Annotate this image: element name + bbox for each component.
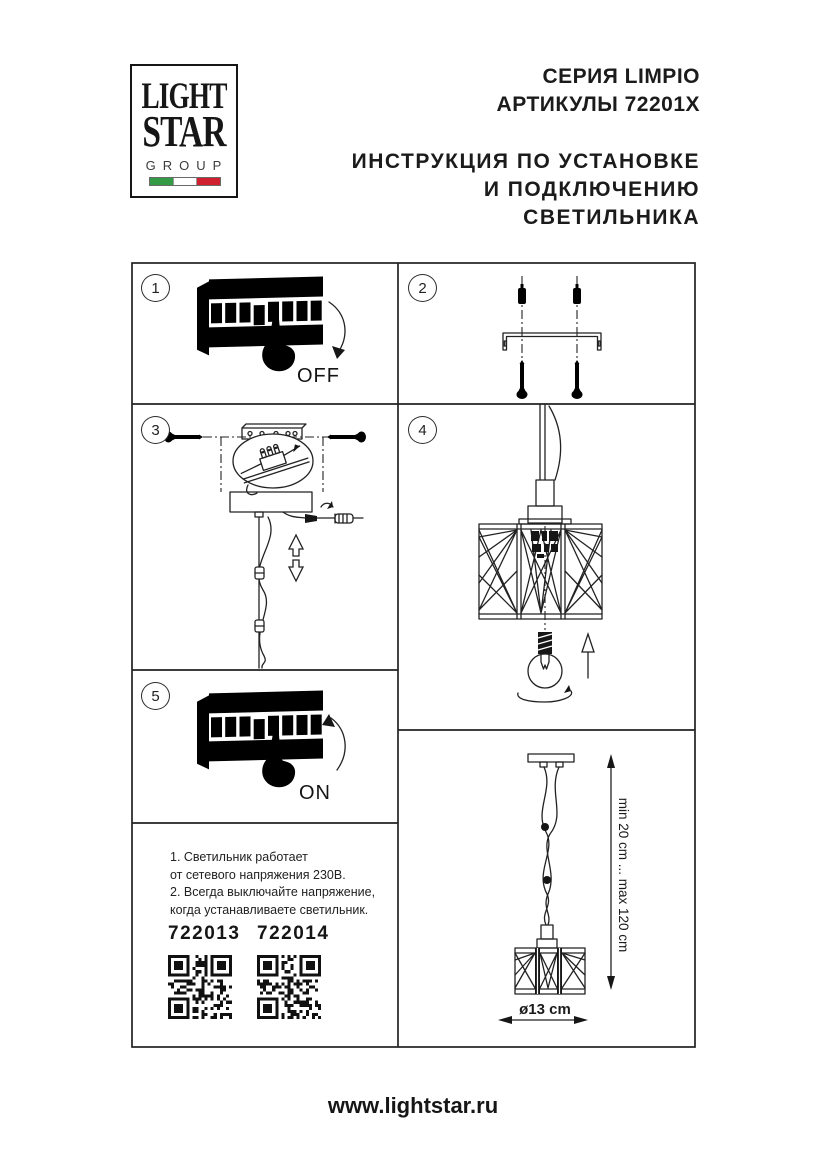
steps-grid — [131, 262, 696, 1048]
product-code-1: 722013 — [168, 923, 241, 944]
logo-star-text: STAR — [142, 107, 226, 157]
step-4-number: 4 — [408, 416, 437, 444]
step-2-number: 2 — [408, 274, 437, 302]
notes-panel — [131, 823, 398, 1048]
header — [330, 63, 700, 232]
italian-flag-bar — [149, 177, 221, 186]
step-1-off-label: OFF — [297, 365, 340, 387]
note-line-1: 1. Светильник работает — [170, 850, 308, 864]
breaker-on-illustration — [131, 670, 398, 823]
shade-and-bulb-illustration — [398, 404, 696, 730]
instruction-title-line1: ИНСТРУКЦИЯ ПО УСТАНОВКЕ — [351, 150, 700, 173]
step-5-number: 5 — [141, 682, 170, 710]
flag-red — [197, 178, 220, 185]
step-5-panel — [131, 670, 398, 823]
flag-white — [173, 178, 198, 185]
step-3-number: 3 — [141, 416, 170, 444]
lightstar-logo — [130, 64, 238, 198]
articles-title: АРТИКУЛЫ 72201X — [496, 93, 700, 116]
logo-light-text: LIGHT — [141, 74, 227, 117]
website-url: www.lightstar.ru — [327, 1093, 499, 1118]
breaker-off-illustration — [131, 262, 398, 404]
instruction-title-line2: И ПОДКЛЮЧЕНИЮ СВЕТИЛЬНИКА — [483, 178, 700, 229]
dimensions-panel — [398, 730, 696, 1048]
step-5-on-label: ON — [299, 782, 331, 804]
logo-group-text: GROUP — [145, 158, 229, 173]
qr-code-722014 — [257, 955, 321, 1019]
note-line-4: когда устанавливаете светильник. — [170, 902, 369, 917]
step-4-panel — [398, 404, 696, 730]
mounting-hardware-illustration — [398, 262, 696, 404]
series-title: СЕРИЯ LIMPIO — [542, 65, 700, 88]
note-line-3: 2. Всегда выключайте напряжение, — [170, 885, 376, 899]
height-range-label: min 20 cm ... max 120 cm — [616, 797, 631, 953]
note-line-2: от сетевого напряжения 230В. — [170, 867, 346, 882]
step-1-number: 1 — [141, 274, 170, 302]
ceiling-mount-wiring-illustration — [131, 404, 398, 670]
product-code-2: 722014 — [257, 923, 330, 944]
step-2-panel — [398, 262, 696, 404]
diameter-label: ø13 cm — [519, 1001, 571, 1018]
flag-green — [150, 178, 173, 185]
qr-code-722013 — [168, 955, 232, 1019]
step-1-panel — [131, 262, 398, 404]
safety-notes — [170, 849, 375, 919]
step-3-panel — [131, 404, 398, 670]
